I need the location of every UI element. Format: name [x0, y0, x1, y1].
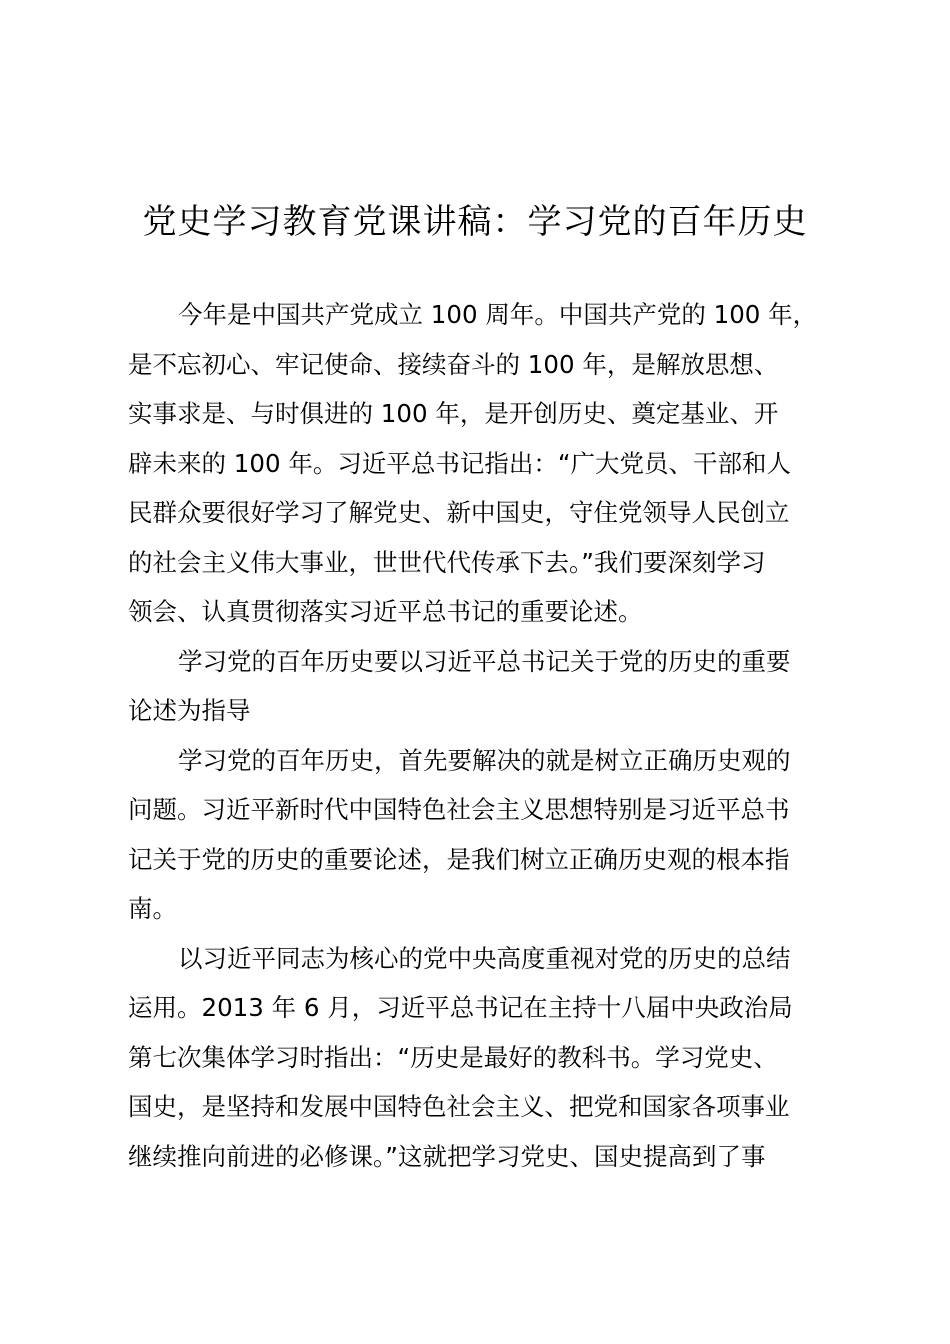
text-line: 运用。2013 年 6 月，习近平总书记在主持十八届中央政治局 — [128, 993, 793, 1022]
text-line: 学习党的百年历史，首先要解决的就是树立正确历史观的 — [178, 745, 791, 775]
text-line: 记关于党的历史的重要论述，是我们树立正确历史观的根本指 — [128, 844, 790, 874]
text-line: 论述为指导 — [128, 696, 251, 725]
text-line: 实事求是、与时俱进的 100 年，是开创历史、奠定基业、开 — [128, 399, 779, 428]
text-line: 辟未来的 100 年。习近平总书记指出：“广大党员、干部和人 — [128, 448, 792, 478]
document-body — [128, 290, 838, 1181]
text-line: 民群众要很好学习了解党史、新中国史，守住党领导人民创立 — [128, 498, 790, 527]
text-line: 国史，是坚持和发展中国特色社会主义、把党和国家各项事业 — [128, 1092, 790, 1121]
text-line: 的社会主义伟大事业，世世代代传承下去。”我们要深刻学习 — [128, 547, 766, 577]
text-line: 学习党的百年历史要以习近平总书记关于党的历史的重要 — [178, 646, 791, 676]
text-line: 继续推向前进的必修课。”这就把学习党史、国史提高到了事 — [128, 1141, 766, 1171]
text-line: 是不忘初心、牢记使命、接续奋斗的 100 年，是解放思想、 — [128, 349, 779, 379]
text-line: 以习近平同志为核心的党中央高度重视对党的历史的总结 — [178, 943, 791, 973]
text-line: 领会、认真贯彻落实习近平总书记的重要论述。 — [128, 597, 643, 626]
text-line: 第七次集体学习时指出：“历史是最好的教科书。学习党史、 — [128, 1042, 778, 1072]
document-title: 党史学习教育党课讲稿：学习党的百年历史 — [142, 202, 808, 242]
text-line: 今年是中国共产党成立 100 周年。中国共产党的 100 年， — [178, 300, 818, 329]
text-line: 南。 — [128, 894, 177, 923]
text-line: 问题。习近平新时代中国特色社会主义思想特别是习近平总书 — [128, 795, 790, 824]
